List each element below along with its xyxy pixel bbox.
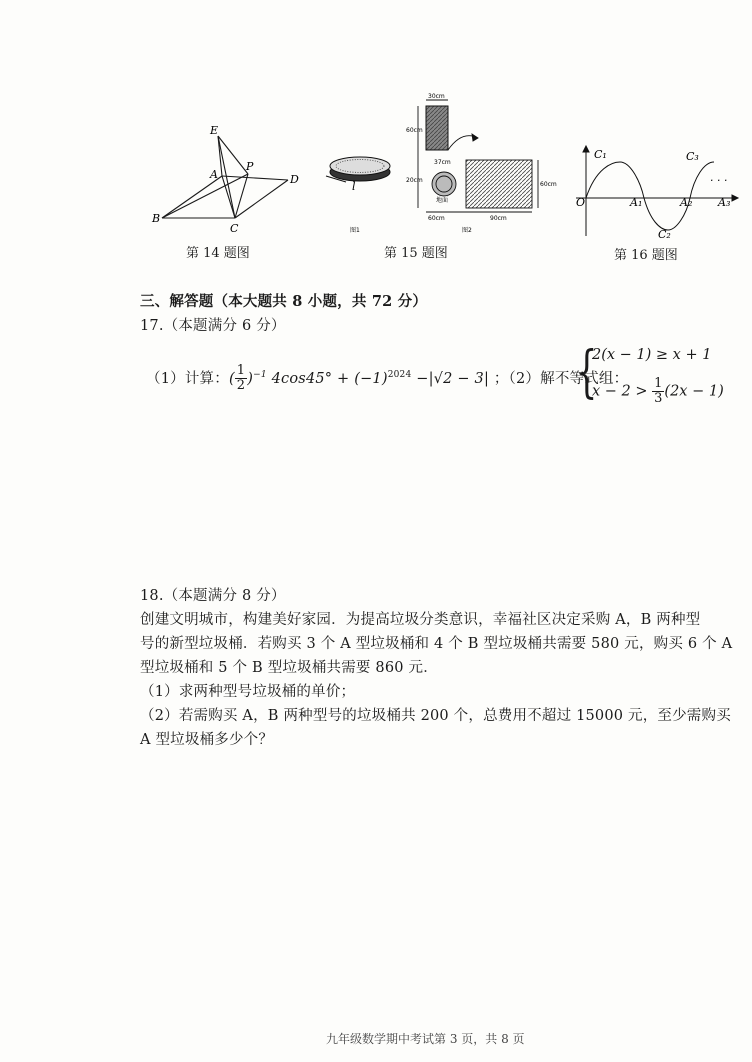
label-c3: C₃ [686, 150, 699, 163]
q18-line-6: A 型垃圾桶多少个？ [140, 732, 274, 748]
q17-ineq2-right: (2x − 1) [664, 383, 724, 400]
q17-abs-close: | [483, 370, 490, 387]
label-p: P [246, 160, 254, 173]
segment-bp [162, 174, 248, 218]
fig15-sub2: 图2 [462, 227, 472, 234]
q17-title: 17.（本题满分 6 分） [140, 318, 286, 334]
q17-minus: −| [416, 370, 434, 387]
q17-ineq2-left: x − 2 > [592, 383, 648, 400]
segment-cd [235, 180, 288, 218]
label-ground: 地面 [436, 197, 449, 204]
q17-inequality-2 [592, 377, 724, 406]
figure-14-caption: 第 14 题图 [186, 246, 250, 261]
label-c: C [230, 222, 239, 235]
figure-14-diagram [150, 118, 310, 236]
label-c2: C₂ [658, 228, 671, 241]
q17-expression-line [146, 360, 628, 394]
segment-ba [162, 176, 222, 218]
segment-ea [218, 136, 222, 176]
wave-curve [586, 162, 714, 230]
q17-exp-2024: 2024 [387, 370, 412, 380]
label-c1: C₁ [594, 148, 607, 161]
page-footer: 九年级数学期中考试第 3 页，共 8 页 [326, 1032, 525, 1046]
dim-bottom-left: 60cm [428, 215, 445, 222]
q17-exp-neg1: −1 [253, 370, 267, 380]
label-l: l [352, 180, 356, 193]
dim-radius: 37cm [434, 159, 451, 166]
q17-expr-a: 4cos45° + (−1) [271, 370, 388, 387]
q18-line-2: 号的新型垃圾桶．若购买 3 个 A 型垃圾桶和 4 个 B 型垃圾桶共需要 580 元，购买 6 个 A [140, 636, 733, 652]
dim-bottom-right: 90cm [490, 215, 507, 222]
q17-part1-label: （1）计算： [146, 370, 229, 387]
label-a1: A₁ [630, 196, 643, 209]
q18-line-5: （2）若需购买 A，B 两种型号的垃圾桶共 200 个，总费用不超过 15000 元，至少需购买 [140, 708, 731, 724]
q17-ineq2-frac-n: 1 [654, 376, 663, 391]
label-dots: · · · [710, 174, 728, 187]
segment-pc [235, 174, 248, 218]
segment-ad [222, 176, 288, 180]
q17-inequality-1: 2(x − 1) ≥ x + 1 [592, 347, 712, 363]
figure-16-caption: 第 16 题图 [614, 248, 678, 263]
q17-frac-denominator: 2 [236, 378, 246, 394]
room-plan-figure [418, 100, 538, 212]
q17-ineq2-frac-d: 3 [654, 391, 663, 406]
q18-line-1: 创建文明城市，构建美好家园．为提高垃圾分类意识，幸福社区决定采购 A，B 两种型 [140, 612, 701, 628]
q18-line-4: （1）求两种型号垃圾桶的单价； [140, 684, 356, 700]
label-a: A [210, 168, 218, 181]
brace: { [576, 340, 598, 405]
label-e: E [210, 124, 219, 137]
section-heading: 三、解答题（本大题共 8 小题，共 72 分） [140, 293, 428, 310]
figure-15-caption: 第 15 题图 [384, 246, 448, 261]
wheel-figure [326, 157, 390, 193]
q17-frac-numerator: 1 [236, 363, 246, 379]
label-o: O [576, 196, 586, 209]
dim-top-width: 30cm [428, 93, 445, 100]
q17-frac-group: ( $\frac{1}{2}$ )$^{-1}$ [228, 363, 267, 394]
label-b: B [152, 212, 161, 225]
dim-right-height: 60cm [540, 181, 557, 188]
q18-line-3: 型垃圾桶和 5 个 B 型垃圾桶共需要 860 元． [140, 660, 438, 676]
label-a3: A₃ [718, 196, 731, 209]
label-a2: A₂ [680, 196, 693, 209]
fig15-sub1: 图1 [350, 227, 360, 234]
dim-left-height: 60cm [406, 127, 423, 134]
figure-16-diagram [572, 140, 742, 240]
segment-ac [222, 176, 235, 218]
label-d: D [290, 173, 299, 186]
dim-mid-height: 20cm [406, 177, 423, 184]
q17-part2-label: （2）解不等式组： [508, 370, 629, 387]
q18-title: 18.（本题满分 8 分） [140, 588, 286, 604]
q17-separator: ； [493, 370, 509, 387]
figure-15-diagram [322, 90, 557, 236]
q17-abs-value: √2 − 3 [433, 370, 484, 387]
